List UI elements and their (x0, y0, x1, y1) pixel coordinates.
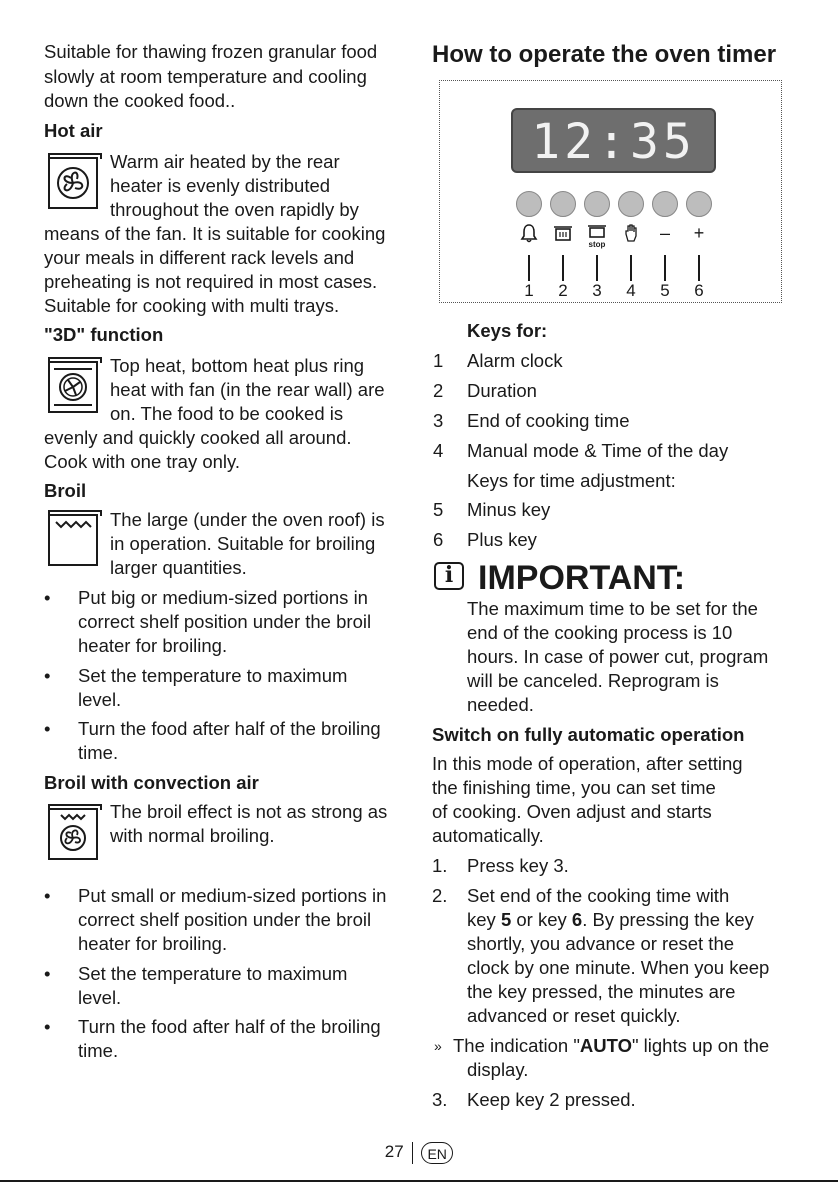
plus-icon: + (693, 223, 705, 243)
broil-fan-icon (48, 808, 98, 860)
step-text: Press key 3. (467, 855, 569, 876)
step-text-part: key (467, 909, 501, 930)
key-number: 6 (694, 281, 704, 300)
auto-intro-line: of cooking. Oven adjust and starts (432, 801, 712, 822)
stop-pot-icon (584, 223, 610, 249)
pot-icon (550, 223, 576, 247)
fan-icon (48, 157, 98, 209)
broil-convection-bullet-line: Turn the food after half of the broiling (78, 1016, 381, 1037)
broil-convection-heading: Broil with convection air (44, 772, 259, 793)
intro-line: slowly at room temperature and cooling (44, 66, 367, 87)
key-number: 3 (592, 281, 602, 300)
page-footer (0, 1141, 838, 1164)
keys-heading: Keys for: (467, 320, 548, 341)
auto-operation-heading: Switch on fully automatic operation (432, 724, 745, 745)
info-icon: i (434, 562, 464, 590)
page-title: How to operate the oven timer (432, 41, 777, 68)
ring-fan-icon (48, 361, 98, 413)
indication-part: " lights up on the (631, 1035, 770, 1056)
broil-bullet-line: correct shelf position under the broil (78, 611, 372, 632)
step-text (467, 908, 754, 932)
important-line: end of the cooking process is 10 (467, 622, 733, 643)
step-number: 2. (432, 885, 448, 906)
key-list-number: 2 (433, 380, 444, 401)
bullet: • (44, 1016, 51, 1037)
broil-convection-bullet-line: level. (78, 987, 122, 1008)
key-list-number: 6 (433, 529, 444, 550)
broil-bullet-line: Turn the food after half of the broiling (78, 718, 381, 739)
display-time: 12:35 (531, 114, 696, 170)
bullet: • (44, 963, 51, 984)
step-text: shortly, you advance or reset the (467, 933, 735, 954)
broil-bullet-line: heater for broiling. (78, 635, 228, 656)
auto-intro-line: In this mode of operation, after setting (432, 753, 743, 774)
broil-bullet-line: Set the temperature to maximum (78, 665, 348, 686)
3d-function-heading: "3D" function (44, 324, 164, 345)
key-pointer-line (528, 255, 530, 281)
hot-air-line: preheating is not required in most cases. (44, 271, 378, 292)
key-pointer-line (596, 255, 598, 281)
step-text: clock by one minute. When you keep (467, 957, 770, 978)
3d-line: evenly and quickly cooked all around. (44, 427, 352, 448)
page-number: 27 (384, 1142, 404, 1161)
indication-part: The indication " (453, 1035, 580, 1056)
broil-bullet-line: level. (78, 689, 122, 710)
broil-convection-bullet-line: correct shelf position under the broil (78, 909, 372, 930)
timer-panel-illustration (439, 80, 782, 303)
key-list-label: Minus key (467, 499, 551, 520)
timer-key-knob (516, 191, 542, 217)
intro-line: Suitable for thawing frozen granular food (44, 41, 378, 62)
bell-icon (516, 223, 542, 247)
language-badge: EN (421, 1142, 453, 1164)
key-list-label: Keys for time adjustment: (467, 470, 676, 491)
bullet: • (44, 587, 51, 608)
key-pointer-line (562, 255, 564, 281)
intro-line: down the cooked food.. (44, 90, 236, 111)
3d-line: Top heat, bottom heat plus ring (110, 355, 365, 376)
timer-display (511, 108, 716, 173)
key-list-label: Alarm clock (467, 350, 563, 371)
broil-convection-bullet-line: heater for broiling. (78, 933, 228, 954)
timer-key-knob (652, 191, 678, 217)
hot-air-line: means of the fan. It is suitable for cooking (44, 223, 386, 244)
broil-convection-bullet-line: Set the temperature to maximum (78, 963, 348, 984)
key-number: 2 (558, 281, 568, 300)
step-text: the key pressed, the minutes are (467, 981, 736, 1002)
key-number: 5 (660, 281, 670, 300)
broil-icon (48, 514, 98, 566)
footer-separator (412, 1142, 414, 1164)
hot-air-line: Warm air heated by the rear (110, 151, 340, 172)
broil-bullet-line: Put big or medium-sized portions in (78, 587, 368, 608)
step-text: Keep key 2 pressed. (467, 1089, 636, 1110)
key-list-number: 5 (433, 499, 444, 520)
broil-line: in operation. Suitable for broiling (110, 533, 376, 554)
step-number: 3. (432, 1089, 448, 1110)
broil-bullet-line: time. (78, 742, 119, 763)
broil-convection-line: The broil effect is not as strong as (110, 801, 388, 822)
important-heading: IMPORTANT: (478, 559, 686, 597)
key-list-number: 3 (433, 410, 444, 431)
auto-bold: AUTO (579, 1035, 632, 1056)
step-text-part: . By pressing the key (582, 909, 754, 930)
3d-line: Cook with one tray only. (44, 451, 241, 472)
key-list-label: Plus key (467, 529, 537, 550)
broil-line: larger quantities. (110, 557, 247, 578)
3d-line: on. The food to be cooked is (110, 403, 344, 424)
key-pointer-line (630, 255, 632, 281)
hot-air-line: your meals in different rack levels and (44, 247, 355, 268)
key-number: 4 (626, 281, 636, 300)
important-line: will be canceled. Reprogram is (467, 670, 719, 691)
important-line: The maximum time to be set for the (467, 598, 758, 619)
broil-heading: Broil (44, 480, 87, 501)
bullet: • (44, 718, 51, 739)
key-list-label: Duration (467, 380, 537, 401)
step-text-part: or key (511, 909, 572, 930)
hot-air-line: heater is evenly distributed (110, 175, 331, 196)
auto-intro-line: automatically. (432, 825, 544, 846)
hot-air-heading: Hot air (44, 120, 103, 141)
broil-convection-bullet-line: Put small or medium-sized portions in (78, 885, 387, 906)
key-pointer-line (698, 255, 700, 281)
key-list-number: 1 (433, 350, 444, 371)
hand-icon (618, 223, 644, 247)
timer-key-knob (584, 191, 610, 217)
important-line: hours. In case of power cut, program (467, 646, 769, 667)
key-list-label: Manual mode & Time of the day (467, 440, 729, 461)
hot-air-line: Suitable for cooking with multi trays. (44, 295, 340, 316)
timer-key-knob (686, 191, 712, 217)
auto-intro-line: the finishing time, you can set time (432, 777, 716, 798)
step-text: advanced or reset quickly. (467, 1005, 681, 1026)
bottom-rule (0, 1180, 838, 1182)
minus-icon: – (659, 223, 670, 243)
key-5-bold: 5 (500, 909, 512, 930)
broil-convection-line: with normal broiling. (110, 825, 275, 846)
stop-label: stop (588, 240, 606, 249)
timer-key-knob (550, 191, 576, 217)
hot-air-line: throughout the oven rapidly by (110, 199, 359, 220)
indication-marker: » (434, 1038, 442, 1054)
bullet: • (44, 885, 51, 906)
key-6-bold: 6 (571, 909, 583, 930)
step-number: 1. (432, 855, 448, 876)
key-list-label: End of cooking time (467, 410, 630, 431)
key-list-number: 4 (433, 440, 444, 461)
timer-key-knob (618, 191, 644, 217)
indication-text (453, 1034, 769, 1058)
indication-text: display. (467, 1059, 529, 1080)
important-line: needed. (467, 694, 534, 715)
key-number: 1 (524, 281, 534, 300)
3d-line: heat with fan (in the rear wall) are (110, 379, 385, 400)
broil-line: The large (under the oven roof) is (110, 509, 385, 530)
bullet: • (44, 665, 51, 686)
key-pointer-line (664, 255, 666, 281)
step-text: Set end of the cooking time with (467, 885, 730, 906)
broil-convection-bullet-line: time. (78, 1040, 119, 1061)
